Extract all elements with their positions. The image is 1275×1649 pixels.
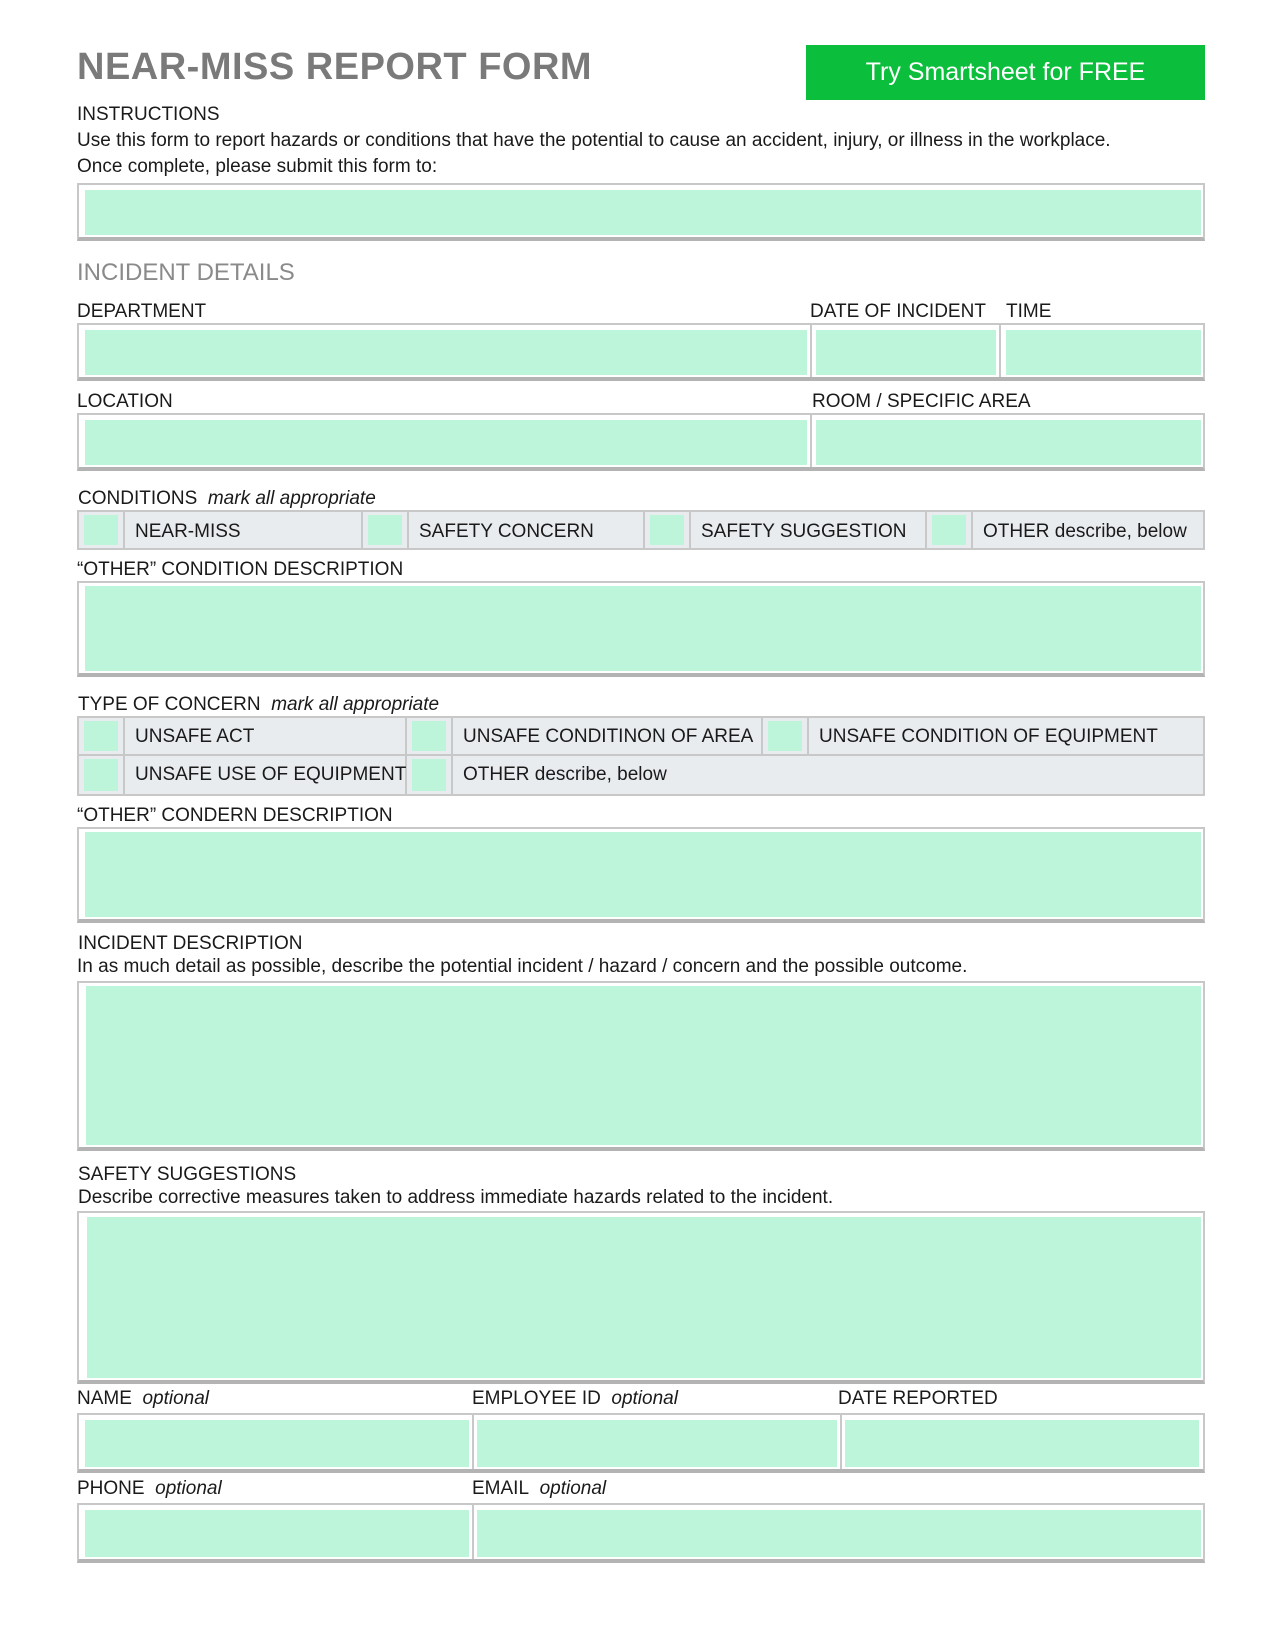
concern-row-1 (79, 718, 1203, 756)
safety-suggestions-field[interactable] (87, 1217, 1201, 1378)
option-cell (125, 718, 407, 754)
employee-id-field[interactable] (477, 1420, 837, 1467)
date-of-incident-field[interactable] (816, 330, 996, 375)
unsafe-condition-equipment-checkbox[interactable] (768, 721, 802, 751)
page-title: NEAR-MISS REPORT FORM (77, 46, 593, 88)
other-condition-option-label: OTHER describe, below (983, 521, 1187, 542)
checkbox-cell (363, 512, 409, 548)
conditions-label: CONDITIONS mark all appropriate (78, 488, 376, 509)
safety-suggestions-label: SAFETY SUGGESTIONS (78, 1164, 297, 1185)
option-cell (973, 512, 1203, 548)
option-cell (453, 718, 763, 754)
option-cell (409, 512, 645, 548)
safety-suggestion-option-label: SAFETY SUGGESTION (701, 521, 907, 542)
other-condition-description-label: “OTHER” CONDITION DESCRIPTION (77, 559, 404, 580)
unsafe-condition-area-option-label: UNSAFE CONDITINON OF AREA (463, 726, 754, 747)
instructions-text: Use this form to report hazards or conditions that have the potential to cause an accident, injury, or illness in the workplace. (77, 130, 1111, 151)
employee-id-label: EMPLOYEE ID optional (472, 1388, 678, 1409)
checkbox-cell (407, 718, 453, 754)
incident-details-heading: INCIDENT DETAILS (77, 259, 295, 286)
checkbox-cell (763, 718, 809, 754)
unsafe-use-equipment-checkbox[interactable] (84, 759, 118, 791)
incident-row-1-frame (77, 323, 1205, 381)
name-label: NAME optional (77, 1388, 210, 1409)
incident-description-frame (77, 981, 1205, 1151)
divider (999, 325, 1001, 377)
other-concern-checkbox[interactable] (412, 759, 446, 791)
phone-label: PHONE optional (77, 1478, 222, 1499)
incident-description-label: INCIDENT DESCRIPTION (78, 933, 303, 954)
conditions-row (77, 510, 1205, 550)
safety-suggestion-checkbox[interactable] (650, 515, 684, 545)
unsafe-condition-equipment-option-label: UNSAFE CONDITION OF EQUIPMENT (819, 726, 1158, 747)
near-miss-checkbox[interactable] (84, 515, 118, 545)
other-concern-description-label: “OTHER” CONDERN DESCRIPTION (77, 805, 393, 826)
department-label: DEPARTMENT (77, 301, 207, 322)
checkbox-cell (407, 756, 453, 794)
divider (810, 325, 812, 377)
location-field[interactable] (85, 420, 807, 465)
date-reported-field[interactable] (845, 1420, 1199, 1467)
checkbox-cell (645, 512, 691, 548)
reporter-row-2-frame (77, 1503, 1205, 1563)
instructions-heading: INSTRUCTIONS (77, 104, 220, 125)
other-condition-description-field[interactable] (85, 586, 1201, 671)
other-concern-frame (77, 827, 1205, 923)
unsafe-act-checkbox[interactable] (84, 721, 118, 751)
instructions-submit-text: Once complete, please submit this form to: (77, 156, 438, 177)
other-concern-option-label: OTHER describe, below (463, 764, 667, 785)
concern-grid (77, 716, 1205, 796)
date-of-incident-label: DATE OF INCIDENT (810, 301, 986, 322)
submit-to-field[interactable] (85, 190, 1201, 235)
safety-suggestions-frame (77, 1211, 1205, 1384)
option-cell (691, 512, 927, 548)
name-field[interactable] (85, 1420, 469, 1467)
unsafe-condition-area-checkbox[interactable] (412, 721, 446, 751)
type-of-concern-label: TYPE OF CONCERN mark all appropriate (78, 694, 440, 715)
option-cell (809, 718, 1203, 754)
other-concern-description-field[interactable] (85, 832, 1201, 917)
safety-concern-checkbox[interactable] (368, 515, 402, 545)
other-condition-frame (77, 581, 1205, 677)
location-label: LOCATION (77, 391, 173, 412)
checkbox-cell (927, 512, 973, 548)
email-field[interactable] (477, 1510, 1201, 1557)
reporter-row-1-frame (77, 1413, 1205, 1473)
safety-suggestions-hint: Describe corrective measures taken to address immediate hazards related to the incident. (78, 1187, 834, 1208)
date-reported-label: DATE REPORTED (838, 1388, 998, 1409)
time-label: TIME (1006, 301, 1052, 322)
option-cell (125, 756, 407, 794)
room-label: ROOM / SPECIFIC AREA (812, 391, 1031, 412)
try-smartsheet-button[interactable]: Try Smartsheet for FREE (806, 45, 1205, 100)
incident-description-field[interactable] (86, 986, 1201, 1145)
email-label: EMAIL optional (472, 1478, 607, 1499)
near-miss-option-label: NEAR-MISS (135, 521, 241, 542)
safety-concern-option-label: SAFETY CONCERN (419, 521, 594, 542)
divider (810, 415, 812, 467)
divider (472, 1415, 474, 1469)
incident-description-hint: In as much detail as possible, describe the potential incident / hazard / concern and the possible outcome. (77, 956, 968, 977)
phone-field[interactable] (85, 1510, 469, 1557)
department-field[interactable] (85, 330, 807, 375)
option-cell (125, 512, 363, 548)
concern-row-2 (79, 756, 1203, 794)
time-field[interactable] (1006, 330, 1201, 375)
other-condition-checkbox[interactable] (932, 515, 966, 545)
option-cell (453, 756, 1203, 794)
unsafe-act-option-label: UNSAFE ACT (135, 726, 255, 747)
checkbox-cell (79, 512, 125, 548)
unsafe-use-equipment-option-label: UNSAFE USE OF EQUIPMENT (135, 764, 407, 785)
submit-to-frame (77, 183, 1205, 241)
divider (840, 1415, 842, 1469)
checkbox-cell (79, 756, 125, 794)
incident-row-2-frame (77, 413, 1205, 471)
room-field[interactable] (816, 420, 1201, 465)
checkbox-cell (79, 718, 125, 754)
divider (472, 1505, 474, 1559)
